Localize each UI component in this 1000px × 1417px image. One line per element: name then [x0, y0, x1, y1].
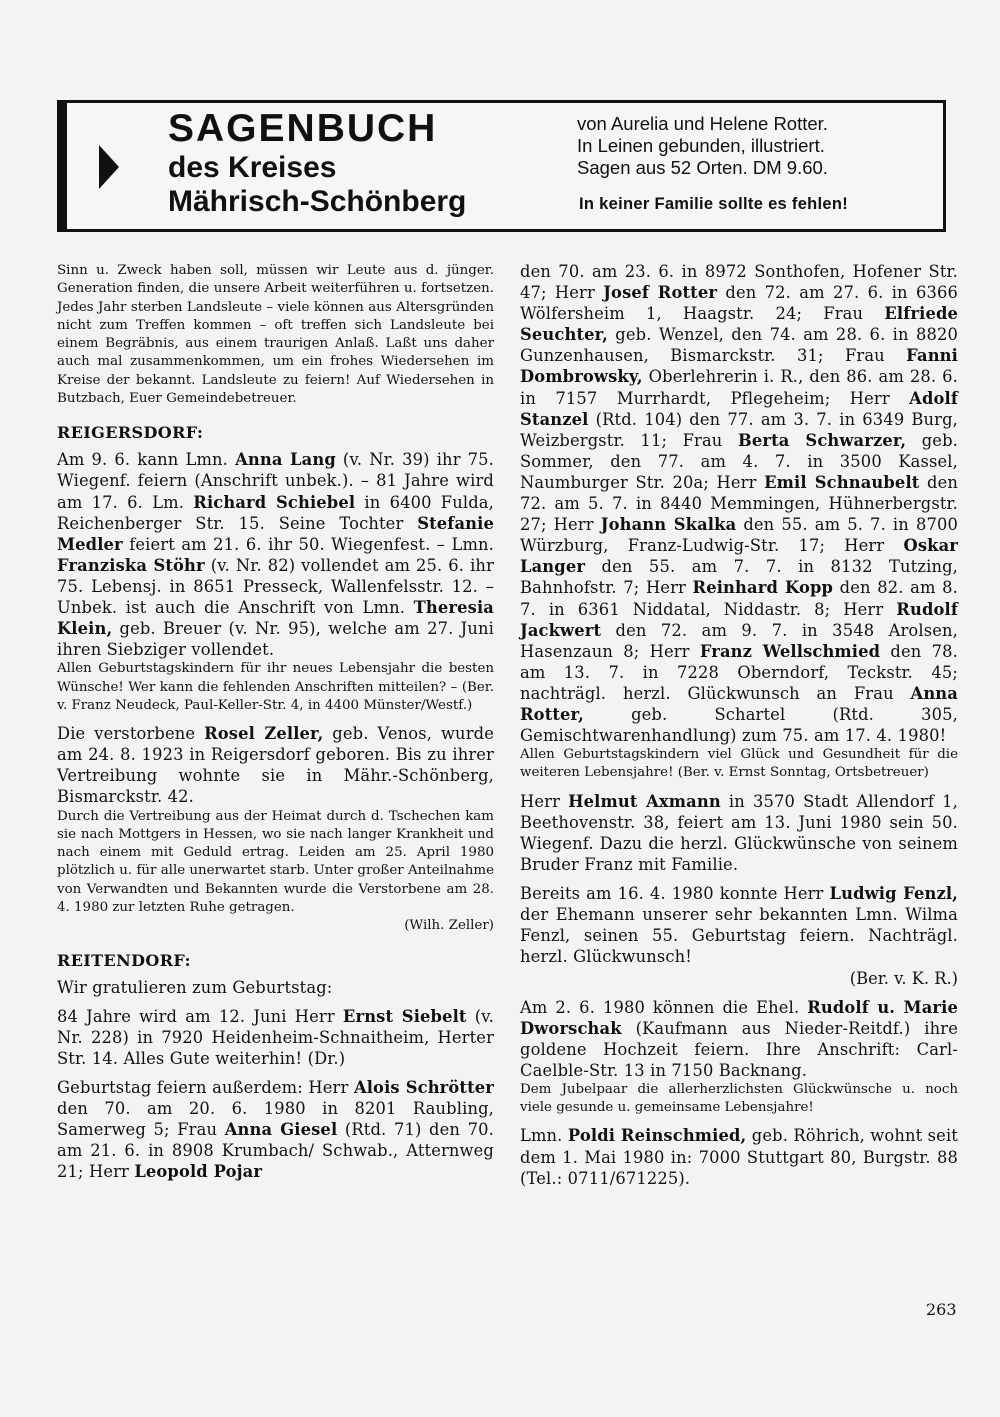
person-name: Alois Schrötter — [353, 1078, 494, 1098]
ad-info-line: In Leinen gebunden, illustriert. — [577, 135, 825, 156]
person-name: Johann Skalka — [600, 515, 737, 535]
text-run: Bereits am 16. 4. 1980 konnte Herr — [520, 884, 830, 904]
person-name: Ludwig Fenzl, — [829, 884, 959, 904]
person-name: Poldi Reinschmied, — [567, 1126, 747, 1146]
text-run: geb. Sommer, den 77. am 4. 7. in 3500 Kassel, Naumburger Str. 20a; Herr — [520, 430, 958, 492]
person-name: Anna Lang — [235, 450, 336, 470]
text-run: den 72. am 9. 7. in 3548 Arolsen, Hasenzaun 8; Herr — [520, 620, 958, 661]
text-run: geb. Schartel (Rtd. 305, Gemischtwarenhandlung) zum 75. am 17. 4. 1980! — [520, 704, 958, 746]
person-name: Oskar Langer — [520, 536, 958, 577]
text-run: (Rtd. 104) den 77. am 3. 7. in 6349 Burg, Weizbergstr. 11; Frau — [520, 409, 958, 450]
text-run: den 72. am 27. 6. in 6366 Wölfersheim 1, Haagstr. 24; Frau — [520, 283, 958, 324]
ad-title-line: SAGENBUCH — [168, 107, 438, 150]
text-run: (Wilh. Zeller) — [404, 918, 494, 934]
text-run: den 55. am 5. 7. in 8700 Würzburg, Franz-Ludwig-Str. 17; Herr — [520, 515, 958, 556]
person-name: Rudolf Jackwert — [520, 599, 958, 640]
section-heading — [57, 950, 494, 971]
text-run: geb. Wenzel, den 74. am 28. 6. in 8820 Gunzenhausen, Bismarckstr. 31; Frau — [520, 325, 958, 366]
text-run: geb. Venos, wurde am 24. 8. 1923 in Reigersdorf geboren. Bis zu ihrer Vertreibung wohnte sie in Mähr.-Schönberg, Bismarckstr. 42. — [57, 724, 494, 807]
ad-tagline: In keiner Familie sollte es fehlen! — [579, 195, 849, 213]
text-run: REITENDORF: — [57, 950, 191, 970]
text-run: geb. Röhrich, wohnt seit dem 1. Mai 1980 in: 7000 Stuttgart 80, Burgstr. 88 (Tel.: 0711/671225). — [520, 1126, 958, 1188]
text-run: den 55. am 7. 7. in 8132 Tutzing, Bahnhofstr. 7; Herr — [520, 557, 958, 598]
paragraph — [520, 1125, 958, 1188]
text-run: REIGERSDORF: — [57, 423, 204, 443]
person-name: Rosel Zeller, — [204, 724, 324, 744]
text-run: Am 2. 6. 1980 können die Ehel. — [520, 997, 808, 1017]
paragraph — [57, 1077, 494, 1182]
text-run: Sinn u. Zweck haben soll, müssen wir Leute aus d. jünger. Generation finden, die unsere Arbeit weiterführen u. fortsetzen. Jedes Jahr sterben Landsleute – viele können aus Altersgründen nicht zum Treffen kommen – oft treffen sich Landsleute bei einem Begräbnis, aus einem traurigen Anlaß. Laßt uns daher auch mal zusammenkommen, um ein frohes Wiedersehen im Kreise der bekannt. Landsleute zu feiern! Auf Wiedersehen in Butzbach, Euer Gemeindebetreuer. — [57, 263, 494, 407]
text-run: Geburtstag feiern außerdem: Herr — [57, 1078, 354, 1098]
text-run: (v. Nr. 39) ihr 75. Wiegenf. feiern (Anschrift unbek.). – 81 Jahre wird am 17. 6. Lm. — [57, 450, 495, 512]
text-run: feiert am 21. 6. ihr 50. Wiegenfest. – Lmn. — [122, 534, 494, 554]
text-run: (v. Nr. 228) in 7920 Heidenheim-Schnaitheim, Herter Str. 14. Alles Gute weiterhin! (Dr.) — [57, 1006, 494, 1068]
text-run: (Ber. v. K. R.) — [849, 968, 958, 988]
ad-black-band — [57, 103, 67, 229]
ad-info-line: Sagen aus 52 Orten. DM 9.60. — [577, 157, 828, 178]
text-run: Lmn. — [520, 1126, 568, 1146]
paragraph — [57, 723, 494, 807]
paragraph — [57, 917, 494, 935]
text-run: den 82. am 8. 7. in 6361 Niddatal, Niddastr. 8; Herr — [520, 578, 958, 619]
book-advertisement — [57, 100, 946, 232]
text-run: in 6400 Fulda, Reichenberger Str. 15. Seine Tochter — [57, 492, 494, 533]
text-run: Durch die Vertreibung aus der Heimat durch d. Tschechen kam sie nach Mottgers in Hessen, wo sie nach langer Krankheit und nach einem mit Geduld ertrag. Leiden am 25. April 1980 plötzlich u. für alle unerwartet starb. Unter großer Anteilnahme von Verwandten und Bekannten wurde die Verstorbene am 28. 4. 1980 zur letzten Ruhe getragen. — [57, 808, 494, 916]
text-run: in 3570 Stadt Allendorf 1, Beethovenstr. 38, feiert am 13. Juni 1980 sein 50. Wiegenf. Dazu die herzl. Glückwünsche von seinem Bruder Franz mit Familie. — [520, 791, 958, 875]
paragraph — [57, 449, 494, 660]
person-name: Stefanie Medler — [57, 513, 494, 554]
person-name: Theresia Klein, — [57, 598, 494, 639]
triangle-arrow-icon — [99, 145, 119, 189]
text-run: (Rtd. 71) den 70. am 21. 6. in 8908 Krumbach/ Schwab., Atternweg 21; Herr — [57, 1120, 494, 1182]
person-name: Anna Rotter, — [520, 683, 958, 724]
text-run: geb. Breuer (v. Nr. 95), welche am 27. Juni ihren Siebziger vollendet. — [57, 619, 494, 660]
person-name: Elfriede Seuchter, — [520, 304, 958, 345]
paragraph — [57, 808, 494, 918]
text-run: 84 Jahre wird am 12. Juni Herr — [57, 1006, 343, 1026]
paragraph — [520, 883, 958, 967]
text-run: der Ehemann unserer sehr bekannten Lmn. Wilma Fenzl, seinen 55. Geburtstag feiern. Nachträgl. herzl. Glückwunsch! — [520, 905, 958, 967]
person-name: Josef Rotter — [603, 283, 718, 303]
text-run: den 70. am 23. 6. in 8972 Sonthofen, Hofener Str. 47; Herr — [520, 262, 958, 303]
text-run: Oberlehrerin i. R., den 86. am 28. 6. in 7157 Murrhardt, Pflegeheim; Herr — [520, 367, 958, 408]
person-name: Franziska Stöhr — [57, 555, 205, 575]
person-name: Rudolf u. Marie Dworschak — [520, 997, 958, 1038]
person-name: Berta Schwarzer, — [737, 430, 907, 450]
person-name: Helmut Axmann — [568, 791, 721, 811]
ad-info-line: von Aurelia und Helene Rotter. — [577, 113, 828, 134]
person-name: Richard Schiebel — [193, 492, 356, 512]
paragraph — [57, 262, 494, 408]
person-name: Fanni Dombrowsky, — [520, 346, 958, 387]
page-number: 263 — [926, 1300, 957, 1319]
ad-title-line: des Kreises — [168, 151, 337, 184]
paragraph — [57, 660, 494, 715]
person-name: Reinhard Kopp — [692, 578, 834, 598]
text-run: Herr — [520, 791, 569, 811]
paragraph — [520, 746, 958, 783]
person-name: Ernst Siebelt — [342, 1006, 467, 1026]
paragraph — [520, 1081, 958, 1118]
ad-info — [577, 113, 828, 179]
person-name: Adolf Stanzel — [520, 388, 958, 429]
text-run: Wir gratulieren zum Geburtstag: — [57, 977, 333, 997]
text-run: (v. Nr. 82) vollendet am 25. 6. ihr 75. Lebensj. in 8651 Presseck, Wallenfelsstr. 12. – Unbek. ist auch die Anschrift von Lmn. — [57, 555, 494, 618]
ad-title — [168, 109, 466, 217]
text-run: Allen Geburtstagskindern viel Glück und Gesundheit für die weiteren Lebensjahre! (Ber. v. Ernst Sonntag, Ortsbetreuer) — [520, 747, 958, 781]
section-heading — [57, 422, 494, 443]
person-name: Leopold Pojar — [134, 1162, 263, 1182]
paragraph — [520, 791, 958, 875]
person-name: Emil Schnaubelt — [764, 472, 920, 492]
person-name: Franz Wellschmied — [699, 641, 881, 661]
text-run: den 72. am 5. 7. in 8440 Memmingen, Hühnerbergstr. 27; Herr — [520, 472, 959, 535]
paragraph — [520, 968, 958, 989]
person-name: Anna Giesel — [224, 1120, 338, 1140]
text-run: den 70. am 20. 6. 1980 in 8201 Raubling, Samerweg 5; Frau — [57, 1099, 494, 1140]
text-run: Am 9. 6. kann Lmn. — [57, 450, 236, 470]
paragraph — [57, 977, 494, 998]
text-run: (Kaufmann aus Nieder-Reitdf.) ihre goldene Hochzeit feiern. Ihre Anschrift: Carl-Caelble-Str. 13 in 7150 Backnang. — [520, 1018, 958, 1080]
text-run: den 78. am 13. 7. in 7228 Oberndorf, Teckstr. 45; nachträgl. herzl. Glückwunsch an Frau — [520, 641, 958, 703]
right-column — [520, 261, 958, 1189]
paragraph — [57, 1006, 494, 1069]
paragraph — [520, 997, 958, 1081]
left-column — [57, 262, 494, 1183]
text-run: Dem Jubelpaar die allerherzlichsten Glückwünsche u. noch viele gesunde u. gemeinsame Lebensjahre! — [520, 1081, 958, 1116]
text-run: Allen Geburtstagskindern für ihr neues Lebensjahr die besten Wünsche! Wer kann die fehlenden Anschriften mitteilen? – (Ber. v. Franz Neudeck, Paul-Keller-Str. 4, in 4400 Münster/Westf.) — [57, 661, 494, 713]
text-run: Die verstorbene — [57, 724, 205, 744]
paragraph — [520, 261, 958, 746]
ad-title-line: Mährisch-Schönberg — [168, 185, 467, 218]
